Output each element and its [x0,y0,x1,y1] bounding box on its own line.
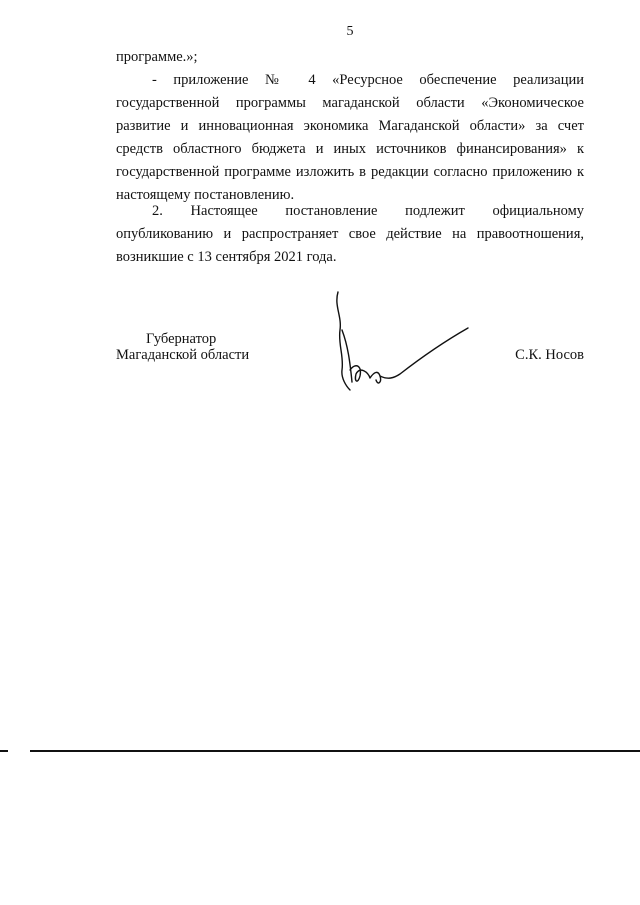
paragraph-appendix-text: - приложение № 4 «Ресурсное обеспечение реализации государственной программы магаданской области «Экономическое развитие и инновационная экономика Магаданской области» за счет средств областного бюджета и иных источников финансирования» к государственной программе изложить в редакции согласно приложению к настоящему постановлению. [116,72,584,203]
footer-rule-short [0,750,8,752]
paragraph-appendix-4 [116,46,584,207]
signatory-title-line1: Губернатор [146,331,217,347]
footer-rule [30,750,640,752]
paragraph-continuation-line: программе.»; [116,49,198,65]
paragraph-publication-text: 2. Настоящее постановление подлежит официальному опубликованию и распространяет свое действие на правоотношения, возникшие с 13 сентября 2021 года. [116,203,584,265]
signatory-name: С.К. Носов [515,347,584,363]
page-number: 5 [346,24,354,39]
signature-block [116,330,584,410]
paragraph-publication [116,200,584,269]
signatory-title-line2: Магаданской области [116,347,250,363]
